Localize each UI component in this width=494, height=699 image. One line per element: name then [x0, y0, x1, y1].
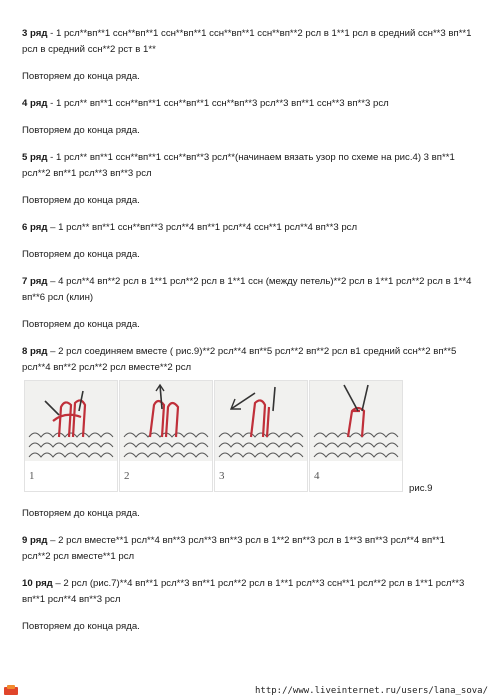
row-3 — [22, 26, 474, 58]
row-title: 3 ряд — [22, 28, 48, 39]
stitch-illustration — [310, 381, 402, 461]
row-6 — [22, 220, 474, 236]
row-8 — [22, 344, 474, 376]
repeat-note: Повторяем до конца ряда. — [22, 319, 140, 330]
row-text: – 2 рсл вместе**1 рсл**4 вп**3 рсл**3 вп**3 рсл в 1**2 вп**3 рсл в 1**3 вп**3 рсл**4 вп**1 рсл**2 рсл вместе**1 рсл — [22, 535, 445, 562]
row-title: 6 ряд — [22, 222, 48, 233]
row-title: 4 ряд — [22, 98, 48, 109]
document-page — [22, 26, 474, 646]
liveinternet-logo-icon — [4, 685, 18, 695]
row-text: – 4 рсл**4 вп**2 рсл в 1**1 рсл**2 рсл в 1**1 ссн (между петель)**2 рсл в 1**1 рсл**2 рсл в 1**4 вп**6 рсл (клин) — [22, 276, 472, 303]
figure-caption-band — [310, 461, 402, 491]
row-text: – 1 рсл** вп**1 ссн**вп**3 рсл**4 вп**1 рсл**4 ссн**1 рсл**4 вп**3 рсл — [47, 222, 358, 233]
row-title: 10 ряд — [22, 578, 53, 589]
figure-label: рис.9 — [409, 483, 433, 494]
repeat-note: Повторяем до конца ряда. — [22, 249, 140, 260]
panel-number: 4 — [314, 470, 320, 482]
figure-caption-band — [120, 461, 212, 491]
row-10 — [22, 576, 474, 608]
panel-number: 3 — [219, 470, 225, 482]
figure-panel-3 — [214, 380, 308, 492]
row-title: 8 ряд — [22, 346, 48, 357]
figure-panel-4 — [309, 380, 403, 492]
stitch-illustration — [120, 381, 212, 461]
row-text: – 2 рсл (рис.7)**4 вп**1 рсл**3 вп**1 рсл**2 рсл в 1**1 рсл**3 ссн**1 рсл**2 рсл в 1**1 рсл**3 вп**1 рсл**4 вп**3 рсл — [22, 578, 465, 605]
figure-panel-2 — [119, 380, 213, 492]
stitch-illustration — [25, 381, 117, 461]
repeat-note: Повторяем до конца ряда. — [22, 195, 140, 206]
figure-panel-1 — [24, 380, 118, 492]
row-title: 5 ряд — [22, 152, 48, 163]
row-4 — [22, 96, 474, 112]
figure-caption-band — [215, 461, 307, 491]
repeat-note: Повторяем до конца ряда. — [22, 508, 140, 519]
row-title: 9 ряд — [22, 535, 48, 546]
row-9 — [22, 533, 474, 565]
repeat-note: Повторяем до конца ряда. — [22, 71, 140, 82]
row-7 — [22, 274, 474, 306]
figure-caption-band — [25, 461, 117, 491]
row-5 — [22, 150, 474, 182]
panel-number: 1 — [29, 470, 35, 482]
stitch-illustration — [215, 381, 307, 461]
row-title: 7 ряд — [22, 276, 48, 287]
repeat-note: Повторяем до конца ряда. — [22, 125, 140, 136]
row-text: - 1 рсл** вп**1 ссн**вп**1 ссн**вп**3 рсл**(начинаем вязать узор по схеме на рис.4) 3 вп**1 рсл**2 вп**1 рсл**3 вп**3 рсл — [22, 152, 455, 179]
crochet-figure — [22, 380, 474, 498]
row-text: – 2 рсл соединяем вместе ( рис.9)**2 рсл**4 вп**5 рсл**2 вп**2 рсл в1 средний ссн**2 вп**5 рсл**4 вп**2 рсл**2 рсл вместе**2 рсл — [22, 346, 457, 373]
row-text: - 1 рсл**вп**1 ссн**вп**1 ссн**вп**1 ссн**вп**1 ссн**вп**2 рсл в 1**1 рсл в средний ссн**3 вп**1 рсл в средний ссн**2 рст в 1** — [22, 28, 472, 55]
footer-url[interactable]: http://www.liveinternet.ru/users/lana_sova/ — [255, 686, 488, 696]
panel-number: 2 — [124, 470, 130, 482]
repeat-note: Повторяем до конца ряда. — [22, 621, 140, 632]
row-text: - 1 рсл** вп**1 ссн**вп**1 ссн**вп**1 ссн**вп**3 рсл**3 вп**1 ссн**3 вп**3 рсл — [47, 98, 389, 109]
